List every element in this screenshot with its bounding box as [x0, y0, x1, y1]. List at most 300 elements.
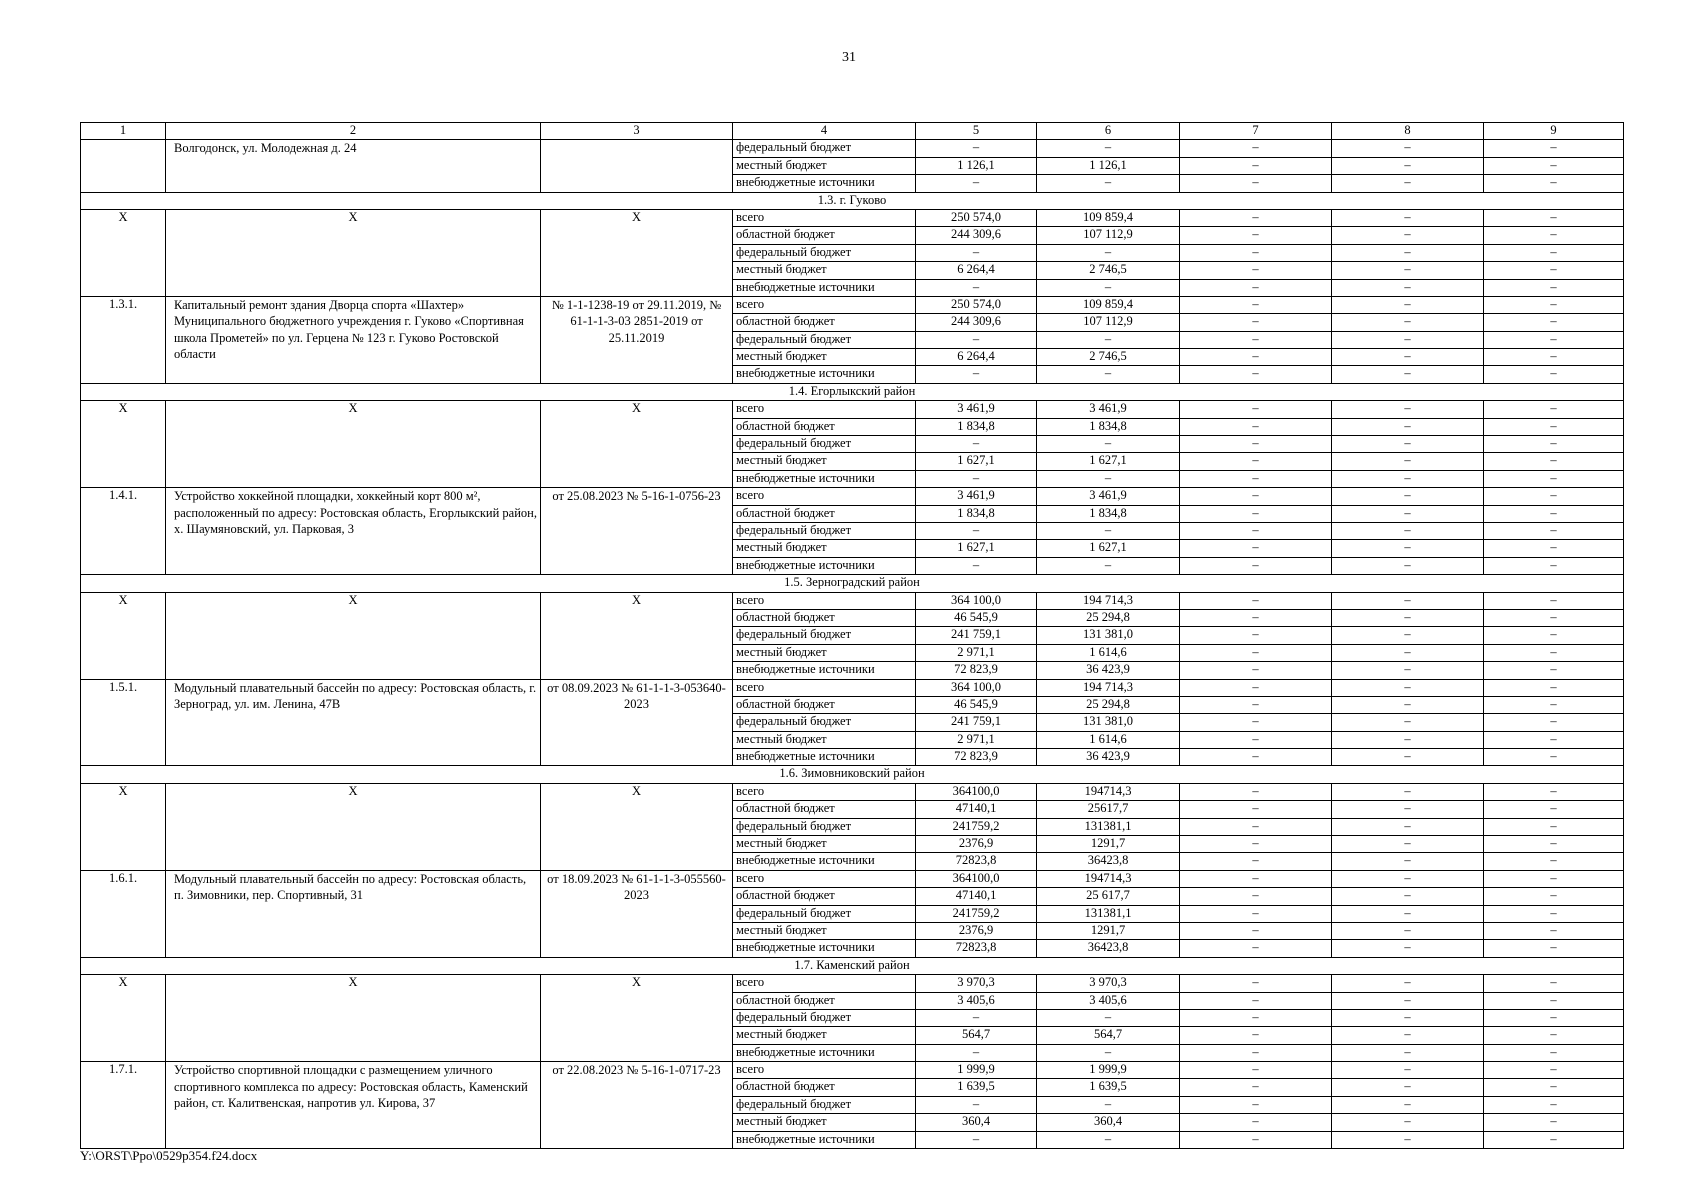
funding-source-label: всего: [733, 401, 916, 418]
value-cell-v6: 194714,3: [1037, 783, 1180, 800]
funding-source-label: федеральный бюджет: [733, 522, 916, 539]
section-header-row: [81, 957, 1624, 974]
funding-source-label: местный бюджет: [733, 349, 916, 366]
value-cell-v7: –: [1180, 157, 1332, 174]
section-header-row: [81, 575, 1624, 592]
object-name-cell: Устройство хоккейной площадки, хоккейный корт 800 м², расположенный по адресу: Ростовская область, Егорлыкский район, х. Шаумяновский, ул. Парковая, 3: [166, 488, 541, 575]
value-cell-v8: –: [1332, 522, 1484, 539]
value-cell-v9: –: [1484, 905, 1624, 922]
item-number-cell: 1.7.1.: [81, 1062, 166, 1149]
value-cell-v6: 109 859,4: [1037, 209, 1180, 226]
funding-source-label: областной бюджет: [733, 888, 916, 905]
value-cell-v5: 2 971,1: [916, 644, 1037, 661]
total-marker-cell: Х: [541, 401, 733, 488]
value-cell-v9: –: [1484, 992, 1624, 1009]
value-cell-v5: 72823,8: [916, 940, 1037, 957]
section-title: 1.5. Зерноградский район: [81, 575, 1624, 592]
value-cell-v7: –: [1180, 349, 1332, 366]
funding-source-label: областной бюджет: [733, 696, 916, 713]
value-cell-v8: –: [1332, 783, 1484, 800]
value-cell-v7: –: [1180, 888, 1332, 905]
value-cell-v8: –: [1332, 209, 1484, 226]
value-cell-v7: –: [1180, 679, 1332, 696]
value-cell-v6: 107 112,9: [1037, 227, 1180, 244]
value-cell-v8: –: [1332, 888, 1484, 905]
funding-source-label: всего: [733, 783, 916, 800]
value-cell-v5: 6 264,4: [916, 349, 1037, 366]
value-cell-v8: –: [1332, 836, 1484, 853]
value-cell-v5: 3 970,3: [916, 975, 1037, 992]
value-cell-v5: 3 405,6: [916, 992, 1037, 1009]
funding-source-label: внебюджетные источники: [733, 1131, 916, 1148]
value-cell-v9: –: [1484, 679, 1624, 696]
value-cell-v6: 131381,1: [1037, 905, 1180, 922]
value-cell-v5: 1 627,1: [916, 453, 1037, 470]
value-cell-v8: –: [1332, 436, 1484, 453]
value-cell-v8: –: [1332, 801, 1484, 818]
value-cell-v5: 364 100,0: [916, 592, 1037, 609]
value-cell-v7: –: [1180, 609, 1332, 626]
value-cell-v9: –: [1484, 175, 1624, 192]
funding-source-label: местный бюджет: [733, 453, 916, 470]
value-cell-v7: –: [1180, 592, 1332, 609]
value-cell-v5: –: [916, 522, 1037, 539]
value-cell-v5: 1 834,8: [916, 505, 1037, 522]
value-cell-v5: –: [916, 1009, 1037, 1026]
table-row: [81, 975, 1624, 992]
value-cell-v9: –: [1484, 470, 1624, 487]
value-cell-v9: –: [1484, 731, 1624, 748]
value-cell-v5: 1 834,8: [916, 418, 1037, 435]
value-cell-v5: –: [916, 557, 1037, 574]
value-cell-v8: –: [1332, 227, 1484, 244]
budget-table: [80, 122, 1624, 1149]
value-cell-v9: –: [1484, 314, 1624, 331]
value-cell-v5: 46 545,9: [916, 609, 1037, 626]
value-cell-v5: –: [916, 244, 1037, 261]
section-title: 1.7. Каменский район: [81, 957, 1624, 974]
value-cell-v9: –: [1484, 157, 1624, 174]
object-name-cell: Модульный плавательный бассейн по адресу: Ростовская область, г. Зерноград, ул. им. Ленина, 47В: [166, 679, 541, 766]
value-cell-v9: –: [1484, 488, 1624, 505]
value-cell-v6: 131381,1: [1037, 818, 1180, 835]
funding-source-label: федеральный бюджет: [733, 714, 916, 731]
value-cell-v6: 3 461,9: [1037, 401, 1180, 418]
funding-source-label: областной бюджет: [733, 1079, 916, 1096]
value-cell-v9: –: [1484, 783, 1624, 800]
value-cell-v5: 360,4: [916, 1114, 1037, 1131]
value-cell-v5: 47140,1: [916, 801, 1037, 818]
value-cell-v9: –: [1484, 1062, 1624, 1079]
column-number-8: 8: [1332, 123, 1484, 140]
funding-source-label: внебюджетные источники: [733, 470, 916, 487]
value-cell-v7: –: [1180, 227, 1332, 244]
value-cell-v5: 2 971,1: [916, 731, 1037, 748]
value-cell-v7: –: [1180, 1009, 1332, 1026]
value-cell-v6: 107 112,9: [1037, 314, 1180, 331]
funding-source-label: внебюджетные источники: [733, 279, 916, 296]
value-cell-v7: –: [1180, 314, 1332, 331]
value-cell-v7: –: [1180, 1079, 1332, 1096]
value-cell-v6: –: [1037, 522, 1180, 539]
funding-source-label: всего: [733, 488, 916, 505]
value-cell-v8: –: [1332, 679, 1484, 696]
value-cell-v7: –: [1180, 940, 1332, 957]
value-cell-v9: –: [1484, 540, 1624, 557]
value-cell-v7: –: [1180, 870, 1332, 887]
value-cell-v6: 131 381,0: [1037, 714, 1180, 731]
value-cell-v9: –: [1484, 227, 1624, 244]
funding-source-label: областной бюджет: [733, 992, 916, 1009]
value-cell-v7: –: [1180, 296, 1332, 313]
value-cell-v6: 1 614,6: [1037, 644, 1180, 661]
value-cell-v8: –: [1332, 749, 1484, 766]
table-row: [81, 140, 1624, 157]
value-cell-v8: –: [1332, 731, 1484, 748]
value-cell-v9: –: [1484, 209, 1624, 226]
value-cell-v6: –: [1037, 331, 1180, 348]
value-cell-v8: –: [1332, 470, 1484, 487]
value-cell-v6: 25617,7: [1037, 801, 1180, 818]
document-cell: от 25.08.2023 № 5-16-1-0756-23: [541, 488, 733, 575]
value-cell-v9: –: [1484, 870, 1624, 887]
funding-source-label: всего: [733, 679, 916, 696]
value-cell-v8: –: [1332, 314, 1484, 331]
value-cell-v8: –: [1332, 1027, 1484, 1044]
value-cell-v9: –: [1484, 557, 1624, 574]
value-cell-v5: 1 639,5: [916, 1079, 1037, 1096]
value-cell-v9: –: [1484, 975, 1624, 992]
value-cell-v9: –: [1484, 922, 1624, 939]
value-cell-v8: –: [1332, 940, 1484, 957]
item-number-cell: 1.4.1.: [81, 488, 166, 575]
value-cell-v5: 364 100,0: [916, 679, 1037, 696]
object-name-cell: Капитальный ремонт здания Дворца спорта «Шахтер» Муниципального бюджетного учреждения г. Гуково «Спортивная школа Прометей» по ул. Герцена № 123 г. Гуково Ростовской области: [166, 296, 541, 383]
value-cell-v8: –: [1332, 592, 1484, 609]
value-cell-v7: –: [1180, 922, 1332, 939]
value-cell-v7: –: [1180, 262, 1332, 279]
value-cell-v6: 2 746,5: [1037, 349, 1180, 366]
total-marker-cell: Х: [541, 592, 733, 679]
value-cell-v6: 1291,7: [1037, 836, 1180, 853]
funding-source-label: всего: [733, 1062, 916, 1079]
value-cell-v5: 244 309,6: [916, 314, 1037, 331]
item-number-cell: 1.3.1.: [81, 296, 166, 383]
value-cell-v7: –: [1180, 436, 1332, 453]
value-cell-v5: 250 574,0: [916, 296, 1037, 313]
value-cell-v5: 241 759,1: [916, 714, 1037, 731]
value-cell-v9: –: [1484, 505, 1624, 522]
funding-source-label: федеральный бюджет: [733, 436, 916, 453]
funding-source-label: федеральный бюджет: [733, 818, 916, 835]
total-marker-cell: Х: [81, 401, 166, 488]
total-marker-cell: Х: [81, 592, 166, 679]
value-cell-v6: 131 381,0: [1037, 627, 1180, 644]
funding-source-label: внебюджетные источники: [733, 1044, 916, 1061]
value-cell-v7: –: [1180, 557, 1332, 574]
value-cell-v6: 25 294,8: [1037, 609, 1180, 626]
section-title: 1.6. Зимовниковский район: [81, 766, 1624, 783]
value-cell-v9: –: [1484, 801, 1624, 818]
value-cell-v9: –: [1484, 401, 1624, 418]
value-cell-v8: –: [1332, 175, 1484, 192]
section-header-row: [81, 192, 1624, 209]
page-number: 31: [842, 50, 856, 65]
value-cell-v9: –: [1484, 1131, 1624, 1148]
value-cell-v9: –: [1484, 279, 1624, 296]
value-cell-v8: –: [1332, 922, 1484, 939]
value-cell-v7: –: [1180, 992, 1332, 1009]
value-cell-v8: –: [1332, 696, 1484, 713]
value-cell-v7: –: [1180, 731, 1332, 748]
value-cell-v7: –: [1180, 836, 1332, 853]
value-cell-v7: –: [1180, 662, 1332, 679]
funding-source-label: федеральный бюджет: [733, 244, 916, 261]
total-marker-cell: Х: [81, 783, 166, 870]
value-cell-v9: –: [1484, 644, 1624, 661]
value-cell-v6: 1 126,1: [1037, 157, 1180, 174]
value-cell-v8: –: [1332, 662, 1484, 679]
funding-source-label: областной бюджет: [733, 227, 916, 244]
value-cell-v8: –: [1332, 349, 1484, 366]
document-cell: от 08.09.2023 № 61-1-1-3-053640-2023: [541, 679, 733, 766]
value-cell-v7: –: [1180, 418, 1332, 435]
section-title: 1.3. г. Гуково: [81, 192, 1624, 209]
funding-source-label: внебюджетные источники: [733, 366, 916, 383]
value-cell-v8: –: [1332, 453, 1484, 470]
value-cell-v9: –: [1484, 436, 1624, 453]
value-cell-v7: –: [1180, 627, 1332, 644]
value-cell-v6: 36 423,9: [1037, 749, 1180, 766]
funding-source-label: всего: [733, 592, 916, 609]
total-marker-cell: Х: [81, 209, 166, 296]
funding-source-label: федеральный бюджет: [733, 1096, 916, 1113]
column-number-6: 6: [1037, 123, 1180, 140]
funding-source-label: федеральный бюджет: [733, 1009, 916, 1026]
value-cell-v5: –: [916, 140, 1037, 157]
document-cell: № 1-1-1238-19 от 29.11.2019, № 61-1-1-3-03 2851-2019 от 25.11.2019: [541, 296, 733, 383]
total-marker-cell: Х: [81, 975, 166, 1062]
value-cell-v5: 2376,9: [916, 836, 1037, 853]
value-cell-v5: 250 574,0: [916, 209, 1037, 226]
value-cell-v5: 241 759,1: [916, 627, 1037, 644]
funding-source-label: всего: [733, 209, 916, 226]
value-cell-v7: –: [1180, 401, 1332, 418]
value-cell-v5: –: [916, 470, 1037, 487]
value-cell-v8: –: [1332, 279, 1484, 296]
value-cell-v5: 72823,8: [916, 853, 1037, 870]
value-cell-v7: –: [1180, 244, 1332, 261]
value-cell-v5: 241759,2: [916, 818, 1037, 835]
value-cell-v9: –: [1484, 714, 1624, 731]
value-cell-v8: –: [1332, 975, 1484, 992]
value-cell-v9: –: [1484, 888, 1624, 905]
funding-source-label: федеральный бюджет: [733, 140, 916, 157]
value-cell-v9: –: [1484, 609, 1624, 626]
value-cell-v9: –: [1484, 262, 1624, 279]
value-cell-v8: –: [1332, 870, 1484, 887]
funding-source-label: внебюджетные источники: [733, 749, 916, 766]
value-cell-v6: 1 614,6: [1037, 731, 1180, 748]
value-cell-v6: 194 714,3: [1037, 592, 1180, 609]
value-cell-v7: –: [1180, 540, 1332, 557]
value-cell-v9: –: [1484, 696, 1624, 713]
value-cell-v9: –: [1484, 1044, 1624, 1061]
value-cell-v6: 1 627,1: [1037, 540, 1180, 557]
value-cell-v6: –: [1037, 244, 1180, 261]
table-row: [81, 209, 1624, 226]
value-cell-v7: –: [1180, 175, 1332, 192]
funding-source-label: областной бюджет: [733, 801, 916, 818]
value-cell-v8: –: [1332, 557, 1484, 574]
value-cell-v8: –: [1332, 244, 1484, 261]
funding-source-label: федеральный бюджет: [733, 627, 916, 644]
column-number-7: 7: [1180, 123, 1332, 140]
value-cell-v9: –: [1484, 349, 1624, 366]
item-number-cell: [81, 140, 166, 192]
value-cell-v6: 3 405,6: [1037, 992, 1180, 1009]
value-cell-v6: 2 746,5: [1037, 262, 1180, 279]
value-cell-v8: –: [1332, 609, 1484, 626]
value-cell-v9: –: [1484, 1079, 1624, 1096]
value-cell-v6: –: [1037, 1131, 1180, 1148]
funding-source-label: всего: [733, 975, 916, 992]
value-cell-v6: –: [1037, 470, 1180, 487]
value-cell-v5: –: [916, 175, 1037, 192]
value-cell-v6: –: [1037, 279, 1180, 296]
value-cell-v7: –: [1180, 696, 1332, 713]
value-cell-v8: –: [1332, 644, 1484, 661]
value-cell-v8: –: [1332, 140, 1484, 157]
value-cell-v6: 25 617,7: [1037, 888, 1180, 905]
funding-source-label: местный бюджет: [733, 1114, 916, 1131]
value-cell-v8: –: [1332, 157, 1484, 174]
value-cell-v8: –: [1332, 418, 1484, 435]
item-number-cell: 1.5.1.: [81, 679, 166, 766]
value-cell-v8: –: [1332, 1096, 1484, 1113]
value-cell-v9: –: [1484, 1009, 1624, 1026]
value-cell-v9: –: [1484, 627, 1624, 644]
value-cell-v7: –: [1180, 644, 1332, 661]
value-cell-v6: 194 714,3: [1037, 679, 1180, 696]
table-row: [81, 870, 1624, 887]
table-row: [81, 679, 1624, 696]
table-row: [81, 1062, 1624, 1079]
file-path-footer: Y:\ORST\Ppo\0529p354.f24.docx: [80, 1148, 258, 1163]
object-name-cell: Волгодонск, ул. Молодежная д. 24: [166, 140, 541, 192]
total-marker-cell: Х: [166, 783, 541, 870]
value-cell-v8: –: [1332, 818, 1484, 835]
value-cell-v6: 194714,3: [1037, 870, 1180, 887]
value-cell-v6: –: [1037, 436, 1180, 453]
value-cell-v7: –: [1180, 1044, 1332, 1061]
funding-source-label: внебюджетные источники: [733, 175, 916, 192]
value-cell-v7: –: [1180, 1062, 1332, 1079]
funding-source-label: внебюджетные источники: [733, 557, 916, 574]
value-cell-v7: –: [1180, 1096, 1332, 1113]
section-title: 1.4. Егорлыкский район: [81, 383, 1624, 400]
funding-source-label: областной бюджет: [733, 314, 916, 331]
value-cell-v8: –: [1332, 905, 1484, 922]
value-cell-v8: –: [1332, 1079, 1484, 1096]
total-marker-cell: Х: [166, 592, 541, 679]
funding-source-label: федеральный бюджет: [733, 331, 916, 348]
value-cell-v7: –: [1180, 331, 1332, 348]
column-number-3: 3: [541, 123, 733, 140]
value-cell-v6: –: [1037, 1044, 1180, 1061]
value-cell-v5: –: [916, 1096, 1037, 1113]
value-cell-v5: 564,7: [916, 1027, 1037, 1044]
funding-source-label: местный бюджет: [733, 157, 916, 174]
value-cell-v9: –: [1484, 522, 1624, 539]
section-header-row: [81, 766, 1624, 783]
funding-source-label: областной бюджет: [733, 609, 916, 626]
value-cell-v6: 1 627,1: [1037, 453, 1180, 470]
value-cell-v6: 1291,7: [1037, 922, 1180, 939]
value-cell-v8: –: [1332, 853, 1484, 870]
value-cell-v5: 47140,1: [916, 888, 1037, 905]
value-cell-v9: –: [1484, 836, 1624, 853]
table-row: [81, 592, 1624, 609]
value-cell-v7: –: [1180, 279, 1332, 296]
value-cell-v7: –: [1180, 488, 1332, 505]
value-cell-v7: –: [1180, 853, 1332, 870]
value-cell-v7: –: [1180, 453, 1332, 470]
funding-source-label: местный бюджет: [733, 1027, 916, 1044]
value-cell-v9: –: [1484, 818, 1624, 835]
value-cell-v5: 72 823,9: [916, 749, 1037, 766]
value-cell-v8: –: [1332, 331, 1484, 348]
value-cell-v7: –: [1180, 714, 1332, 731]
value-cell-v6: 1 834,8: [1037, 418, 1180, 435]
value-cell-v5: 244 309,6: [916, 227, 1037, 244]
funding-source-label: внебюджетные источники: [733, 853, 916, 870]
value-cell-v7: –: [1180, 140, 1332, 157]
document-cell: [541, 140, 733, 192]
total-marker-cell: Х: [166, 975, 541, 1062]
value-cell-v7: –: [1180, 818, 1332, 835]
value-cell-v9: –: [1484, 296, 1624, 313]
value-cell-v9: –: [1484, 1114, 1624, 1131]
value-cell-v5: –: [916, 436, 1037, 453]
value-cell-v9: –: [1484, 940, 1624, 957]
value-cell-v7: –: [1180, 905, 1332, 922]
value-cell-v5: 6 264,4: [916, 262, 1037, 279]
value-cell-v9: –: [1484, 418, 1624, 435]
value-cell-v7: –: [1180, 749, 1332, 766]
value-cell-v8: –: [1332, 401, 1484, 418]
value-cell-v5: 1 126,1: [916, 157, 1037, 174]
column-number-5: 5: [916, 123, 1037, 140]
value-cell-v5: 1 627,1: [916, 540, 1037, 557]
table-row: [81, 401, 1624, 418]
funding-source-label: местный бюджет: [733, 644, 916, 661]
value-cell-v8: –: [1332, 627, 1484, 644]
document-cell: от 22.08.2023 № 5-16-1-0717-23: [541, 1062, 733, 1149]
total-marker-cell: Х: [541, 783, 733, 870]
document-cell: от 18.09.2023 № 61-1-1-3-055560-2023: [541, 870, 733, 957]
section-header-row: [81, 383, 1624, 400]
value-cell-v6: 36423,8: [1037, 853, 1180, 870]
value-cell-v8: –: [1332, 296, 1484, 313]
value-cell-v9: –: [1484, 453, 1624, 470]
item-number-cell: 1.6.1.: [81, 870, 166, 957]
value-cell-v9: –: [1484, 592, 1624, 609]
table-row: [81, 296, 1624, 313]
value-cell-v5: 1 999,9: [916, 1062, 1037, 1079]
funding-source-label: местный бюджет: [733, 922, 916, 939]
value-cell-v5: 72 823,9: [916, 662, 1037, 679]
